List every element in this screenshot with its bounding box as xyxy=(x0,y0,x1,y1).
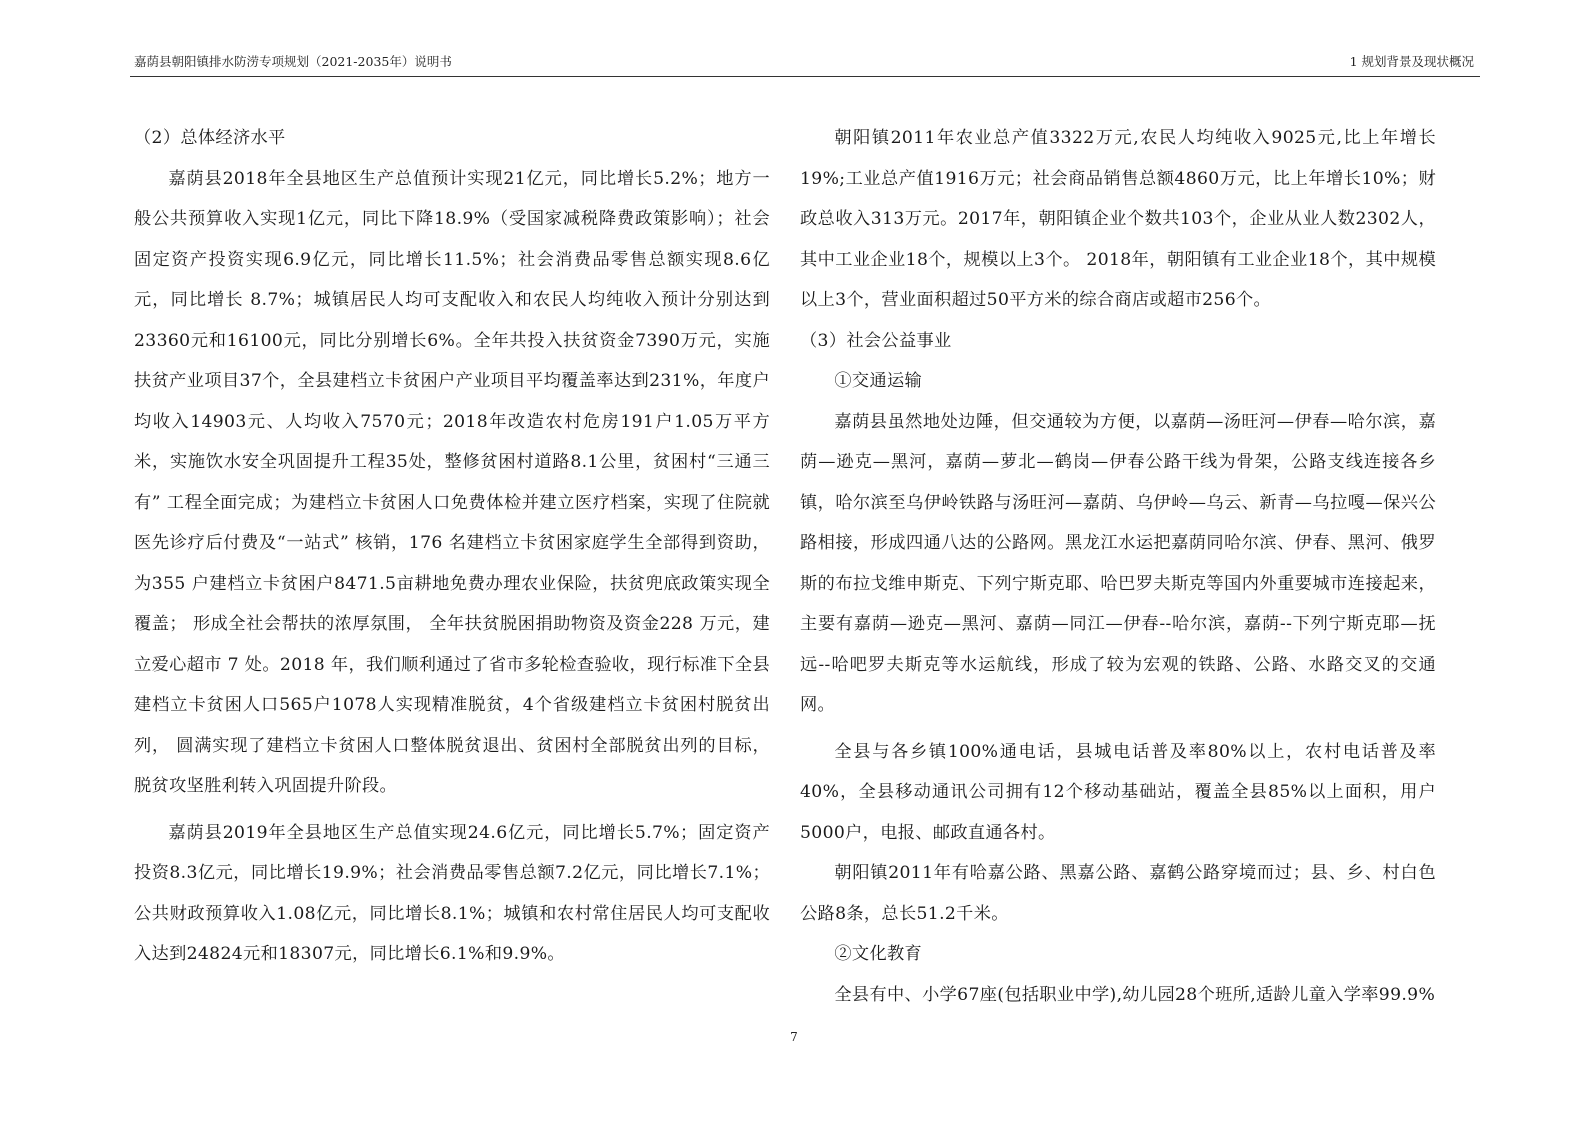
subheading-education: ②文化教育 xyxy=(834,944,923,964)
section-heading-public-welfare: （3）社会公益事业 xyxy=(800,330,952,351)
right-column xyxy=(800,118,1436,1015)
paragraph-roads: 朝阳镇2011年有哈嘉公路、黑嘉公路、嘉鹤公路穿境而过；县、乡、村白色公路8条，总长51.2千米。 xyxy=(800,863,1436,924)
running-header-chapter: 1 规划背景及现状概况 xyxy=(1349,54,1474,69)
paragraph-chaoyang-economy: 朝阳镇2011年农业总产值3322万元,农民人均纯收入9025元,比上年增长19%;工业总产值1916万元；社会商品销售总额4860万元，比上年增长10%；财政总收入313万元。2017年，朝阳镇企业个数共103个，企业从业人数2302人，其中工业企业18个，规模以上3个。 2018年，朝阳镇有工业企业18个，其中规模以上3个，营业面积超过50平方米的综合商店或超市256个。 xyxy=(800,128,1436,310)
left-column xyxy=(134,118,770,975)
page-number: 7 xyxy=(790,1030,798,1044)
paragraph-schools: 全县有中、小学67座(包括职业中学),幼儿园28个班所,适龄儿童入学率99.9% xyxy=(834,984,1436,1005)
section-heading-economy: （2）总体经济水平 xyxy=(134,128,286,148)
paragraph-transport-network: 嘉荫县虽然地处边陲，但交通较为方便，以嘉荫—汤旺河—伊春—哈尔滨，嘉荫—逊克—黑河，嘉荫—萝北—鹤岗—伊春公路干线为骨架，公路支线连接各乡镇，哈尔滨至乌伊岭铁路与汤旺河—嘉荫、乌伊岭—乌云、新青—乌拉嘎—保兴公路相接，形成四通八达的公路网。黑龙江水运把嘉荫同哈尔滨、伊春、黑河、俄罗斯的布拉戈维申斯克、下列宁斯克耶、哈巴罗夫斯克等国内外重要城市连接起来，主要有嘉荫—逊克—黑河、嘉荫—同江—伊春--哈尔滨，嘉荫--下列宁斯克耶—抚远--哈吧罗夫斯克等水运航线，形成了较为宏观的铁路、公路、水路交叉的交通网。 xyxy=(800,411,1436,715)
paragraph-2019-economy: 嘉荫县2019年全县地区生产总值实现24.6亿元，同比增长5.7%；固定资产投资8.3亿元，同比增长19.9%；社会消费品零售总额7.2亿元，同比增长7.1%；公共财政预算收入1.08亿元，同比增长8.1%；城镇和农村常住居民人均可支配收入达到24824元和18307元，同比增长6.1%和9.9%。 xyxy=(134,822,770,964)
subheading-transportation: ①交通运输 xyxy=(834,371,923,391)
paragraph-2018-economy: 嘉荫县2018年全县地区生产总值预计实现21亿元，同比增长5.2%；地方一般公共预算收入实现1亿元，同比下降18.9%（受国家减税降费政策影响）；社会固定资产投资实现6.9亿元，同比增长11.5%；社会消费品零售总额实现8.6亿元，同比增长 8.7%；城镇居民人均可支配收入和农民人均纯收入预计分别达到23360元和16100元，同比分别增长6%。全年共投入扶贫资金7390万元，实施扶贫产业项目37个，全县建档立卡贫困户产业项目平均覆盖率达到231%，年度户均收入14903元、人均收入7570元；2018年改造农村危房191户1.05万平方米，实施饮水安全巩固提升工程35处，整修贫困村道路8.1公里，贫困村“三通三有” 工程全面完成；为建档立卡贫困人口免费体检并建立医疗档案，实现了住院就医先诊疗后付费及“一站式” 核销，176 名建档立卡贫困家庭学生全部得到资助， 为355 户建档立卡贫困户8471.5亩耕地免费办理农业保险，扶贫兜底政策实现全覆盖； 形成全社会帮扶的浓厚氛围， 全年扶贫脱困捐助物资及资金228 万元，建立爱心超市 7 处。2018 年，我们顺利通过了省市多轮检查验收，现行标准下全县建档立卡贫困人口565户1078人实现精准脱贫，4个省级建档立卡贫困村脱贫出列， 圆满实现了建档立卡贫困人口整体脱贫退出、贫困村全部脱贫出列的目标，脱贫攻坚胜利转入巩固提升阶段。 xyxy=(134,168,770,796)
running-header-title: 嘉荫县朝阳镇排水防涝专项规划（2021-2035年）说明书 xyxy=(134,54,452,69)
header-divider xyxy=(130,76,1480,77)
paragraph-telecom: 全县与各乡镇100%通电话，县城电话普及率80%以上，农村电话普及率40%，全县移动通讯公司拥有12个移动基础站，覆盖全县85%以上面积，用户5000户，电报、邮政直通各村。 xyxy=(800,741,1436,843)
